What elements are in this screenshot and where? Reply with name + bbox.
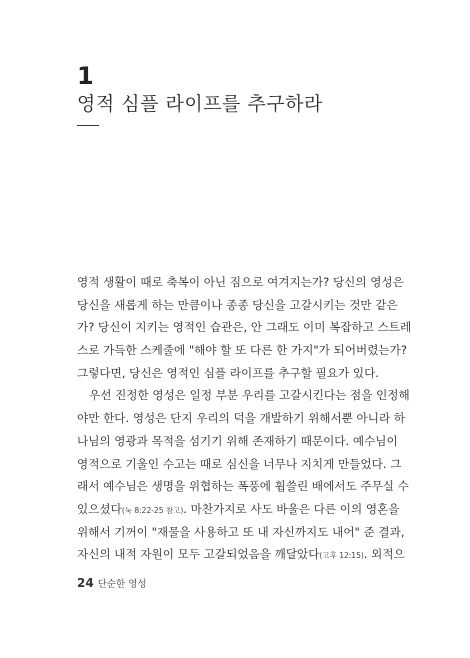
line-text: 있으셨다 — [77, 501, 122, 516]
paragraph-1-line-4: 스로 가득한 스케줄에 "해야 할 또 다른 한 가지"가 되어버렸는가? — [77, 343, 407, 358]
scripture-reference: (눅 8:22-25 참고) — [121, 505, 184, 515]
scripture-reference: (고후 12:15) — [319, 551, 364, 561]
title-rule — [77, 125, 99, 126]
chapter-number: 1 — [77, 62, 94, 90]
paragraph-1-line-5: 그렇다면, 당신은 영적인 심플 라이프를 추구할 필요가 있다. — [77, 365, 379, 380]
paragraph-2-line-2: 야만 한다. 영성은 단지 우리의 덕을 개발하기 위해서뿐 아니라 하 — [77, 411, 406, 426]
paragraph-2-line-4: 영적으로 기울인 수고는 때로 심신을 너무나 지치게 만들었다. 그 — [77, 456, 402, 471]
chapter-title: 영적 심플 라이프를 추구하라 — [77, 93, 323, 115]
paragraph-2-line-7: 위해서 기꺼이 "재물을 사용하고 또 내 자신까지도 내어" 준 결과, — [77, 524, 405, 539]
paragraph-2-line-3: 나님의 영광과 목적을 섬기기 위해 존재하기 때문이다. 예수님이 — [77, 433, 398, 448]
body-text — [77, 271, 412, 566]
book-title: 단순한 영성 — [97, 579, 147, 590]
page-number: 24 — [77, 576, 94, 590]
paragraph-2-line-1: 우선 진정한 영성은 일정 부분 우리를 고갈시킨다는 점을 인정해 — [89, 388, 410, 403]
line-text: . 마찬가지로 사도 바울은 다른 이의 영혼을 — [183, 501, 400, 516]
paragraph-1-line-2: 당신을 새롭게 하는 만큼이나 종종 당신을 고갈시키는 것만 같은 — [77, 297, 398, 312]
paragraph-2-line-8 — [77, 543, 405, 566]
line-text: . 외적으 — [363, 547, 405, 562]
paragraph-1-line-1: 영적 생활이 때로 축복이 아닌 짐으로 여겨지는가? 당신의 영성은 — [77, 275, 404, 289]
line-text: 자신의 내적 자원이 모두 고갈되었음을 깨달았다 — [77, 547, 320, 562]
paragraph-2-line-6 — [77, 498, 400, 521]
paragraph-1-line-3: 가? 당신이 지키는 영적인 습관은, 안 그래도 이미 복잡하고 스트레 — [77, 320, 412, 335]
page-footer — [77, 576, 147, 590]
paragraph-2-line-5: 래서 예수님은 생명을 위협하는 폭풍에 휩쓸린 배에서도 주무실 수 — [77, 479, 409, 494]
